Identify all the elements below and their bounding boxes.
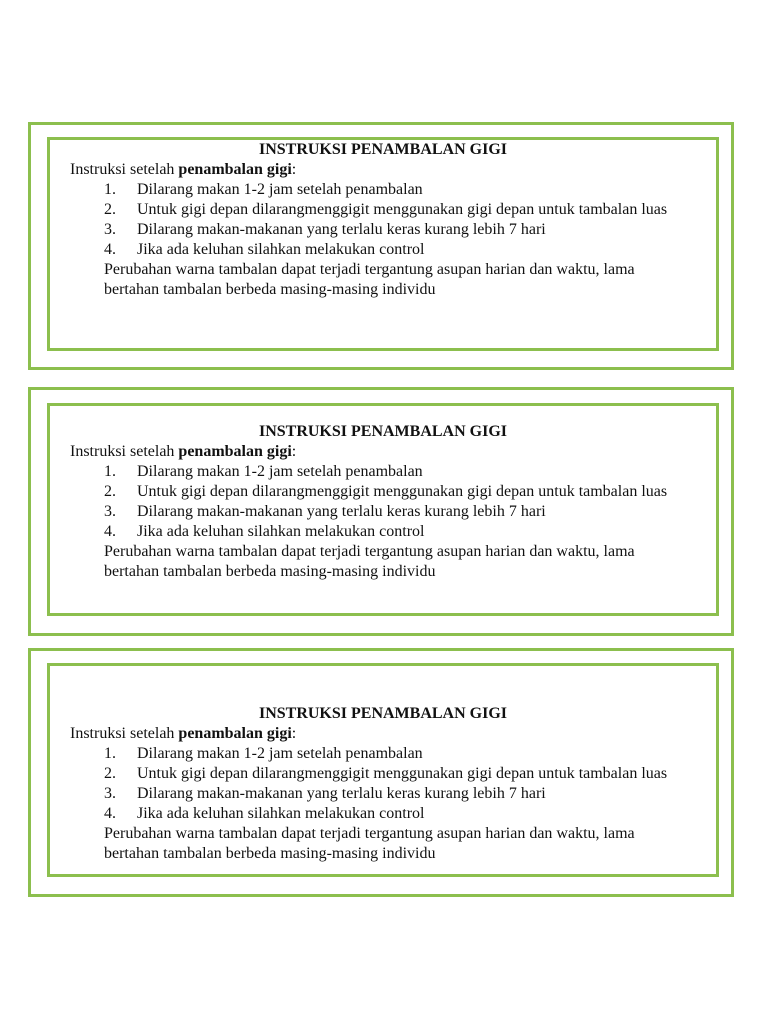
item-text: Dilarang makan 1-2 jam setelah penambalan: [137, 745, 423, 762]
item-number: 3.: [104, 221, 116, 238]
item-number: 3.: [104, 785, 116, 802]
item-text: Untuk gigi depan dilarangmenggigit menggunakan gigi depan untuk tambalan luas: [137, 765, 668, 782]
intro-suffix: :: [291, 725, 297, 742]
card-title: INSTRUKSI PENAMBALAN GIGI: [258, 141, 508, 158]
intro-prefix: Instruksi setelah: [70, 161, 179, 178]
instruction-card-1: [70, 140, 690, 300]
intro-suffix: :: [291, 443, 297, 460]
instruction-card-3: [70, 704, 690, 864]
item-number: 3.: [104, 503, 116, 520]
intro-prefix: Instruksi setelah: [70, 443, 179, 460]
list-item: [70, 200, 690, 220]
list-item: [70, 744, 690, 764]
list-item: [70, 502, 690, 522]
instruction-list: [70, 180, 690, 260]
instruction-card-2: [70, 422, 690, 582]
item-number: 1.: [104, 745, 116, 762]
item-number: 4.: [104, 523, 116, 540]
list-item: [70, 220, 690, 240]
intro-bold: penambalan gigi: [178, 725, 292, 742]
item-text: Dilarang makan 1-2 jam setelah penambalan: [137, 463, 423, 480]
card-intro: [70, 724, 690, 744]
item-number: 1.: [104, 181, 116, 198]
item-number: 1.: [104, 463, 116, 480]
item-text: Dilarang makan-makanan yang terlalu keras kurang lebih 7 hari: [137, 221, 546, 238]
item-number: 2.: [104, 765, 116, 782]
card-intro: [70, 160, 690, 180]
instruction-list: [70, 462, 690, 542]
item-text: Jika ada keluhan silahkan melakukan control: [137, 805, 425, 822]
list-item: [70, 240, 690, 260]
item-number: 2.: [104, 201, 116, 218]
card-intro: [70, 442, 690, 462]
card-title: INSTRUKSI PENAMBALAN GIGI: [258, 705, 508, 722]
intro-suffix: :: [291, 161, 297, 178]
list-item: [70, 522, 690, 542]
item-text: Jika ada keluhan silahkan melakukan control: [137, 241, 425, 258]
card-note: Perubahan warna tambalan dapat terjadi tergantung asupan harian dan waktu, lama bertahan tambalan berbeda masing-masing individu: [104, 543, 635, 580]
intro-prefix: Instruksi setelah: [70, 725, 179, 742]
intro-bold: penambalan gigi: [178, 161, 292, 178]
item-text: Untuk gigi depan dilarangmenggigit menggunakan gigi depan untuk tambalan luas: [137, 483, 668, 500]
item-number: 4.: [104, 241, 116, 258]
card-note: Perubahan warna tambalan dapat terjadi tergantung asupan harian dan waktu, lama bertahan tambalan berbeda masing-masing individu: [104, 261, 635, 298]
list-item: [70, 804, 690, 824]
item-number: 2.: [104, 483, 116, 500]
list-item: [70, 482, 690, 502]
list-item: [70, 784, 690, 804]
item-text: Jika ada keluhan silahkan melakukan control: [137, 523, 425, 540]
card-note: Perubahan warna tambalan dapat terjadi tergantung asupan harian dan waktu, lama bertahan tambalan berbeda masing-masing individu: [104, 825, 635, 862]
item-text: Dilarang makan-makanan yang terlalu keras kurang lebih 7 hari: [137, 785, 546, 802]
card-title: INSTRUKSI PENAMBALAN GIGI: [258, 423, 508, 440]
item-text: Untuk gigi depan dilarangmenggigit menggunakan gigi depan untuk tambalan luas: [137, 201, 668, 218]
list-item: [70, 462, 690, 482]
item-text: Dilarang makan-makanan yang terlalu keras kurang lebih 7 hari: [137, 503, 546, 520]
list-item: [70, 764, 690, 784]
list-item: [70, 180, 690, 200]
intro-bold: penambalan gigi: [178, 443, 292, 460]
item-number: 4.: [104, 805, 116, 822]
instruction-list: [70, 744, 690, 824]
item-text: Dilarang makan 1-2 jam setelah penambalan: [137, 181, 423, 198]
